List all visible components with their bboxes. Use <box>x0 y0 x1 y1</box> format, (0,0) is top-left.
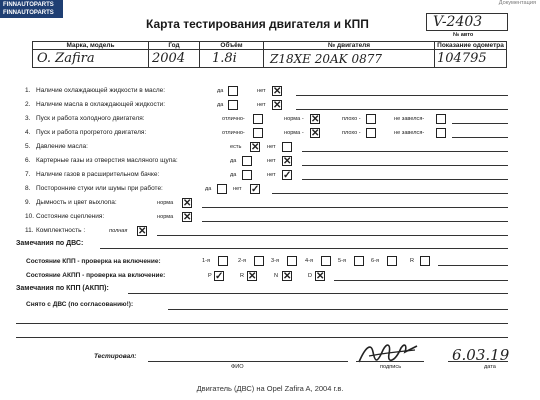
akpp-note-line <box>334 280 508 281</box>
remarks-dvs-label: Замечания по ДВС: <box>16 240 84 247</box>
item-8-no-checkbox[interactable] <box>250 184 260 194</box>
item-7-label: Наличие газов в расширительном бачке: <box>36 171 160 178</box>
item-6-num: 6. <box>25 157 31 164</box>
item-7-note-line <box>302 179 508 180</box>
item-1-note-line <box>296 95 508 96</box>
form-title: Карта тестирования двигателя и КПП <box>146 17 369 31</box>
item-7-yes-checkbox[interactable] <box>242 170 252 180</box>
item-4-num: 4. <box>25 129 31 136</box>
item-3-nostart-checkbox[interactable] <box>436 114 446 124</box>
check-mark-icon: ✓ <box>251 184 260 195</box>
value-engine: Z18XE 20AK 0877 <box>264 50 435 68</box>
item-3-opt-normal: норма - <box>284 116 304 122</box>
akpp-gear-d-checkbox[interactable] <box>315 271 325 281</box>
date-value: 6.03.19 <box>452 346 510 364</box>
item-3-excellent-checkbox[interactable] <box>253 114 263 124</box>
header-engine: № двигателя <box>264 42 435 50</box>
fio-label: ФИО <box>231 364 244 370</box>
remarks-kpp-label: Замечания по КПП (АКПП): <box>16 285 109 292</box>
kpp-gear-r: R <box>410 258 415 264</box>
check-mark-icon: ✕ <box>311 114 320 125</box>
check-mark-icon: ✕ <box>251 142 260 153</box>
item-4-opt-excellent: отлично- <box>222 130 245 136</box>
removed-line-1 <box>168 309 508 310</box>
vehicle-table-header <box>33 42 507 50</box>
item-4-nostart-checkbox[interactable] <box>436 128 446 138</box>
item-4-bad-checkbox[interactable] <box>366 128 376 138</box>
item-7-num: 7. <box>25 171 31 178</box>
check-mark-icon: ✓ <box>215 271 224 282</box>
removed-line-3 <box>16 337 508 338</box>
item-6-opt-no: нет <box>267 158 276 164</box>
item-10-note-line <box>202 221 508 222</box>
kpp-gear-6: 6-я <box>371 258 380 264</box>
item-8-opt-no: нет <box>233 186 242 192</box>
item-2-label: Наличие масла в охлаждающей жидкости: <box>36 101 166 108</box>
item-8-note-line <box>272 193 508 194</box>
item-9-note-line <box>202 207 508 208</box>
logo-line-1: FINNAUTOPARTS <box>3 2 54 8</box>
item-2-opt-no: нет <box>257 102 266 108</box>
item-4-note-line <box>452 137 508 138</box>
check-mark-icon: ✕ <box>273 86 282 97</box>
header-volume: Объём <box>200 42 264 50</box>
item-10-normal-checkbox[interactable] <box>182 212 192 222</box>
item-6-opt-yes: да <box>230 158 237 164</box>
check-mark-icon: ✓ <box>283 170 292 181</box>
value-model: O. Zafira <box>33 50 149 68</box>
kpp-gear-5-checkbox[interactable] <box>354 256 364 266</box>
item-7-opt-no: нет <box>267 172 276 178</box>
akpp-gear-d: D <box>308 273 313 279</box>
site-logo <box>0 0 63 18</box>
value-year: 2004 <box>149 50 200 68</box>
tested-fio-line <box>148 361 348 362</box>
item-5-label: Давление масла: <box>36 143 88 150</box>
kpp-gear-4-checkbox[interactable] <box>321 256 331 266</box>
item-3-bad-checkbox[interactable] <box>366 114 376 124</box>
item-2-yes-checkbox[interactable] <box>228 100 238 110</box>
item-8-num: 8. <box>25 185 31 192</box>
item-2-opt-yes: да <box>217 102 224 108</box>
vehicle-table <box>32 41 507 68</box>
stamp-box <box>426 13 508 31</box>
akpp-gear-n: N <box>274 273 279 279</box>
item-11-num: 11. <box>25 227 34 234</box>
tested-label: Тестировал: <box>94 353 137 360</box>
item-7-opt-yes: да <box>230 172 237 178</box>
vehicle-table-row <box>33 50 507 68</box>
akpp-gear-p: P <box>208 273 212 279</box>
item-3-label: Пуск и работа холодного двигателя: <box>36 115 145 122</box>
value-volume: 1.8i <box>200 50 264 68</box>
check-mark-icon: ✕ <box>311 128 320 139</box>
item-11-note-line <box>157 235 508 236</box>
header-year: Год <box>149 42 200 50</box>
item-1-yes-checkbox[interactable] <box>228 86 238 96</box>
item-1-no-checkbox[interactable] <box>272 86 282 96</box>
kpp-gear-r-checkbox[interactable] <box>420 256 430 266</box>
item-1-opt-no: нет <box>257 88 266 94</box>
akpp-gear-r-checkbox[interactable] <box>247 271 257 281</box>
remarks-kpp-line <box>128 293 508 294</box>
item-11-opt-full: полная <box>109 228 128 234</box>
item-3-num: 3. <box>25 115 31 122</box>
item-10-label: Состояние сцепления: <box>36 213 105 220</box>
item-6-note-line <box>302 165 508 166</box>
stamp-label: № авто <box>453 32 474 38</box>
check-mark-icon: ✕ <box>183 212 192 223</box>
check-mark-icon: ✕ <box>283 156 292 167</box>
item-5-opt-yes: есть <box>230 144 242 150</box>
kpp-gear-4: 4-я <box>305 258 314 264</box>
removed-label: Снято с ДВС (по согласованию!): <box>26 301 134 308</box>
check-mark-icon: ✕ <box>283 271 292 282</box>
item-7-no-checkbox[interactable] <box>282 170 292 180</box>
header-odometer: Показание одометра <box>435 42 507 50</box>
remarks-dvs-line <box>100 248 508 249</box>
item-4-opt-normal: норма - <box>284 130 304 136</box>
item-10-num: 10. <box>25 213 35 220</box>
item-5-num: 5. <box>25 143 31 150</box>
check-mark-icon: ✕ <box>273 100 282 111</box>
item-10-opt-normal: норма <box>157 214 174 220</box>
kpp-gear-1-checkbox[interactable] <box>218 256 228 266</box>
header-model: Марка, модель <box>33 42 149 50</box>
item-4-label: Пуск и работа прогретого двигателя: <box>36 129 147 136</box>
check-mark-icon: ✕ <box>248 271 257 282</box>
value-odometer: 104795 <box>435 50 507 68</box>
kpp-label: Состояние КПП - проверка на включение: <box>26 258 161 265</box>
item-8-opt-yes: да <box>205 186 212 192</box>
item-9-label: Дымность и цвет выхлопа: <box>36 199 117 206</box>
akpp-gear-p-checkbox[interactable] <box>214 271 224 281</box>
stamp-number: V-2403 <box>433 14 483 30</box>
item-4-excellent-checkbox[interactable] <box>253 128 263 138</box>
item-2-num: 2. <box>25 101 31 108</box>
kpp-gear-2: 2-я <box>238 258 247 264</box>
item-9-normal-checkbox[interactable] <box>182 198 192 208</box>
akpp-label: Состояние АКПП - проверка на включение: <box>26 272 166 279</box>
item-11-label: Комплектность : <box>36 227 86 234</box>
signature-line <box>356 361 424 362</box>
signature-label: подпись <box>380 364 402 370</box>
check-mark-icon: ✕ <box>138 226 147 237</box>
item-5-no-checkbox[interactable] <box>282 142 292 152</box>
item-9-opt-normal: норма <box>157 200 174 206</box>
item-2-note-line <box>296 109 508 110</box>
item-3-note-line <box>452 123 508 124</box>
image-caption: Двигатель (ДВС) на Opel Zafira A, 2004 г.в. <box>196 384 344 393</box>
check-mark-icon: ✕ <box>183 198 192 209</box>
item-5-yes-checkbox[interactable] <box>250 142 260 152</box>
item-9-num: 9. <box>25 199 31 206</box>
item-3-opt-bad: плохо - <box>342 116 361 122</box>
item-11-full-checkbox[interactable] <box>137 226 147 236</box>
kpp-gear-3: 3-я <box>271 258 280 264</box>
kpp-gear-5: 5-я <box>338 258 347 264</box>
item-8-yes-checkbox[interactable] <box>217 184 227 194</box>
kpp-gear-3-checkbox[interactable] <box>287 256 297 266</box>
check-mark-icon: ✕ <box>316 271 325 282</box>
date-line <box>448 361 508 362</box>
date-label: дата <box>484 364 496 370</box>
item-3-opt-excellent: отлично- <box>222 116 245 122</box>
item-6-label: Картерные газы из отверстия масляного щупа: <box>36 157 178 164</box>
item-4-opt-nostart: не завелся- <box>394 130 425 136</box>
item-4-normal-checkbox[interactable] <box>310 128 320 138</box>
removed-line-2 <box>16 323 508 324</box>
item-2-no-checkbox[interactable] <box>272 100 282 110</box>
item-4-opt-bad: плохо - <box>342 130 361 136</box>
item-3-normal-checkbox[interactable] <box>310 114 320 124</box>
kpp-note-line <box>438 265 508 266</box>
item-3-opt-nostart: не завелся- <box>394 116 425 122</box>
kpp-gear-1: 1-я <box>202 258 211 264</box>
item-6-no-checkbox[interactable] <box>282 156 292 166</box>
kpp-gear-2-checkbox[interactable] <box>254 256 264 266</box>
item-1-num: 1. <box>25 87 31 94</box>
item-1-label: Наличие охлаждающей жидкости в масле: <box>36 87 166 94</box>
item-5-note-line <box>302 151 508 152</box>
akpp-gear-n-checkbox[interactable] <box>282 271 292 281</box>
item-1-opt-yes: да <box>217 88 224 94</box>
akpp-gear-r: R <box>240 273 245 279</box>
corner-note: Документация <box>498 0 536 6</box>
item-5-opt-no: нет <box>267 144 276 150</box>
item-6-yes-checkbox[interactable] <box>242 156 252 166</box>
logo-line-2: FINNAUTOPARTS <box>3 10 54 16</box>
item-8-label: Посторонние стуки или шумы при работе: <box>36 185 163 192</box>
kpp-gear-6-checkbox[interactable] <box>387 256 397 266</box>
